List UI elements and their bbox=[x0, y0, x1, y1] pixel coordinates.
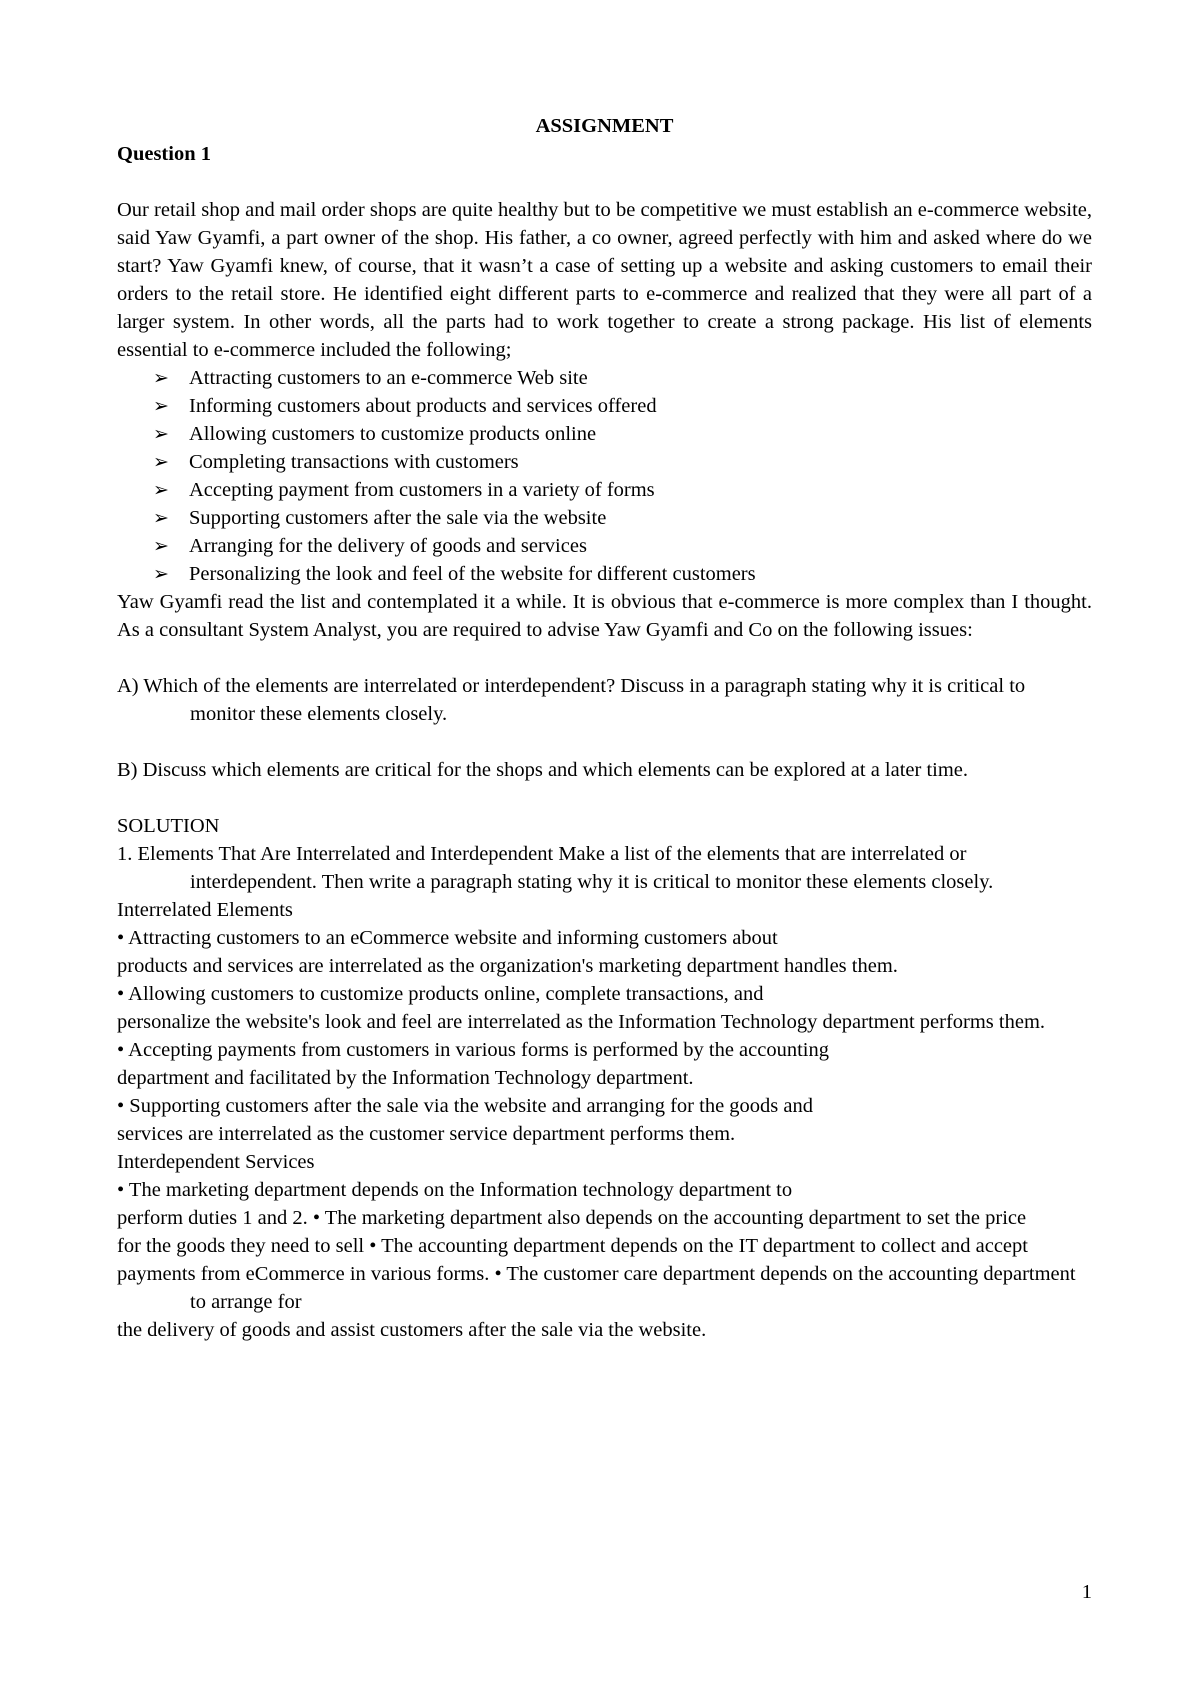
body-line: services are interrelated as the customer service department performs them. bbox=[117, 1123, 736, 1145]
intro-text: Our retail shop and mail order shops are quite healthy but to be competitive we must establish an e-commerce website, said Yaw Gyamfi, a part owner of the shop. His father, a co owner, agreed perfectly with him and asked where do we start? Yaw Gyamfi knew, of course, that it wasn’t a case of setting up a website and asking customers to email their orders to the retail store. He identified eight different parts to e-commerce and realized that they were all part of a larger system. In other words, all the parts had to work together to create a strong package. His list of elements essential to e-commerce included the following; bbox=[117, 199, 1092, 361]
question-b: B) Discuss which elements are critical for the shops and which elements can be explored at a later time. bbox=[117, 759, 969, 781]
spacer bbox=[117, 728, 1092, 756]
arrowhead-bullet-icon: ➢ bbox=[153, 423, 169, 445]
spacer bbox=[117, 168, 1092, 196]
interdependent-heading: Interdependent Services bbox=[117, 1151, 315, 1173]
list-item bbox=[153, 476, 1092, 504]
arrowhead-bullet-icon: ➢ bbox=[153, 479, 169, 501]
list-item bbox=[153, 532, 1092, 560]
list-item-text: Personalizing the look and feel of the website for different customers bbox=[189, 563, 756, 585]
body-line: department and facilitated by the Information Technology department. bbox=[117, 1067, 694, 1089]
spacer bbox=[117, 784, 1092, 812]
list-item bbox=[153, 392, 1092, 420]
list-item bbox=[153, 448, 1092, 476]
elements-list bbox=[117, 364, 1092, 588]
arrowhead-bullet-icon: ➢ bbox=[153, 367, 169, 389]
list-item-text: Arranging for the delivery of goods and services bbox=[189, 535, 587, 557]
document-title: ASSIGNMENT bbox=[535, 115, 674, 137]
intro-paragraph bbox=[117, 196, 1092, 364]
list-item-text: Informing customers about products and services offered bbox=[189, 395, 657, 417]
list-item-text: Attracting customers to an e-commerce Web site bbox=[189, 367, 588, 389]
list-item bbox=[153, 364, 1092, 392]
question-heading: Question 1 bbox=[117, 143, 211, 165]
body-line: • Allowing customers to customize products online, complete transactions, and bbox=[117, 983, 764, 1005]
body-line: • Accepting payments from customers in various forms is performed by the accounting bbox=[117, 1039, 829, 1061]
body-line: for the goods they need to sell • The accounting department depends on the IT department to collect and accept bbox=[117, 1235, 1028, 1257]
page-number: 1 bbox=[1081, 1581, 1092, 1603]
solution-item-1: 1. Elements That Are Interrelated and Interdependent Make a list of the elements that are interrelated or interdependent. Then write a paragraph stating why it is critical to monitor these elements closely. bbox=[117, 843, 994, 893]
body-line: • Attracting customers to an eCommerce website and informing customers about bbox=[117, 927, 778, 949]
document-page bbox=[117, 112, 1092, 1344]
interrelated-heading: Interrelated Elements bbox=[117, 899, 293, 921]
body-line: the delivery of goods and assist customers after the sale via the website. bbox=[117, 1319, 707, 1341]
body-line: payments from eCommerce in various forms. • The customer care department depends on the accounting department to arrange for bbox=[117, 1263, 1076, 1313]
closing-paragraph: Yaw Gyamfi read the list and contemplated it a while. It is obvious that e-commerce is more complex than I thought. As a consultant System Analyst, you are required to advise Yaw Gyamfi and Co on the following issues: bbox=[117, 591, 1092, 641]
body-line: • Supporting customers after the sale via the website and arranging for the goods and bbox=[117, 1095, 814, 1117]
spacer bbox=[117, 644, 1092, 672]
question-a: A) Which of the elements are interrelated or interdependent? Discuss in a paragraph stating why it is critical to monitor these elements closely. bbox=[117, 675, 1026, 725]
arrowhead-bullet-icon: ➢ bbox=[153, 563, 169, 585]
body-line: perform duties 1 and 2. • The marketing department also depends on the accounting department to set the price bbox=[117, 1207, 1027, 1229]
body-line: • The marketing department depends on the Information technology department to bbox=[117, 1179, 793, 1201]
list-item-text: Accepting payment from customers in a variety of forms bbox=[189, 479, 655, 501]
list-item-text: Supporting customers after the sale via the website bbox=[189, 507, 607, 529]
arrowhead-bullet-icon: ➢ bbox=[153, 535, 169, 557]
body-line: products and services are interrelated as the organization's marketing department handles them. bbox=[117, 955, 898, 977]
arrowhead-bullet-icon: ➢ bbox=[153, 507, 169, 529]
list-item bbox=[153, 420, 1092, 448]
body-line: personalize the website's look and feel are interrelated as the Information Technology department performs them. bbox=[117, 1011, 1046, 1033]
solution-heading: SOLUTION bbox=[117, 815, 220, 837]
arrowhead-bullet-icon: ➢ bbox=[153, 451, 169, 473]
list-item bbox=[153, 504, 1092, 532]
list-item bbox=[153, 560, 1092, 588]
list-item-text: Allowing customers to customize products online bbox=[189, 423, 597, 445]
list-item-text: Completing transactions with customers bbox=[189, 451, 519, 473]
arrowhead-bullet-icon: ➢ bbox=[153, 395, 169, 417]
